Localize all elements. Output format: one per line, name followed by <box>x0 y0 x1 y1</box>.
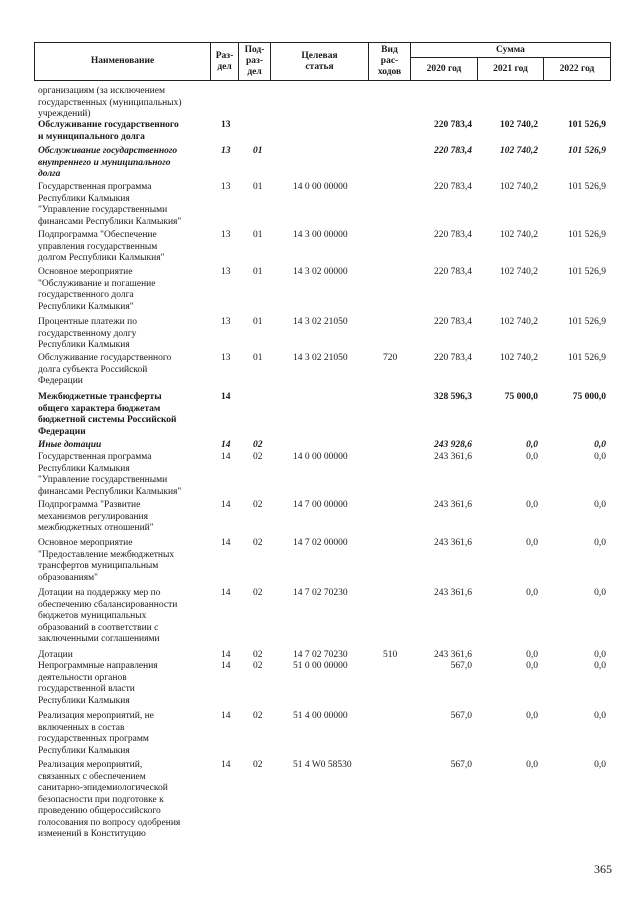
row-sum-2020: 220 783,4 <box>434 182 472 192</box>
row-name: Иные дотации <box>38 440 102 450</box>
row-target-article: 14 3 02 21050 <box>293 317 348 327</box>
row-sum-2022: 101 526,9 <box>568 353 606 363</box>
row-name: Обслуживание государственного долга субъекта Российской Федерации <box>38 353 172 386</box>
header-target-article: Целевая статья <box>271 43 369 80</box>
row-sum-2020: 220 783,4 <box>434 120 472 130</box>
row-sum-2020: 243 361,6 <box>434 538 472 548</box>
row-sum-2020: 220 783,4 <box>434 230 472 240</box>
row-sum-2021: 102 740,2 <box>500 267 538 277</box>
row-sum-2020: 243 361,6 <box>434 650 472 660</box>
row-target-article: 51 4 W0 58530 <box>293 760 352 770</box>
row-razdel: 14 <box>221 440 231 450</box>
row-podrazdel: 02 <box>253 711 263 721</box>
row-name: Процентные платежи по государственному долгу Республики Калмыкия <box>38 317 137 350</box>
row-name: Обслуживание государственного и муниципального долга <box>38 120 179 142</box>
row-name: Подпрограмма "Развитие механизмов регулирования межбюджетных отношений" <box>38 500 154 533</box>
row-target-article: 14 3 02 00000 <box>293 267 348 277</box>
row-podrazdel: 02 <box>253 650 263 660</box>
row-podrazdel: 01 <box>253 182 263 192</box>
row-sum-2020: 243 361,6 <box>434 500 472 510</box>
row-sum-2020: 220 783,4 <box>434 267 472 277</box>
row-sum-2022: 101 526,9 <box>568 120 606 130</box>
row-sum-2022: 0,0 <box>594 500 606 510</box>
row-razdel: 14 <box>221 760 231 770</box>
header-expense-type: Вид рас- ходов <box>369 43 411 80</box>
row-name: Подпрограмма "Обеспечение управления государственным долгом Республики Калмыкия" <box>38 230 165 263</box>
row-sum-2021: 0,0 <box>526 440 538 450</box>
row-sum-2020: 243 928,6 <box>434 440 472 450</box>
header-sum: Сумма <box>411 43 610 58</box>
row-sum-2021: 102 740,2 <box>500 182 538 192</box>
row-name: Государственная программа Республики Калмыкия "Управление государственными финансами Республики Калмыкия" <box>38 452 182 497</box>
row-sum-2021: 0,0 <box>526 500 538 510</box>
row-sum-2022: 0,0 <box>594 760 606 770</box>
row-podrazdel: 02 <box>253 500 263 510</box>
row-podrazdel: 02 <box>253 661 263 671</box>
row-sum-2020: 567,0 <box>450 661 472 671</box>
row-target-article: 14 7 00 00000 <box>293 500 348 510</box>
table-header <box>34 42 611 81</box>
row-sum-2020: 220 783,4 <box>434 353 472 363</box>
row-sum-2021: 102 740,2 <box>500 230 538 240</box>
header-year-2022: 2022 год <box>559 63 595 74</box>
row-razdel: 13 <box>221 353 231 363</box>
row-name: Реализация мероприятий, не включенных в состав государственных программ Республики Калмыкия <box>38 711 154 756</box>
row-podrazdel: 02 <box>253 440 263 450</box>
row-target-article: 14 3 02 21050 <box>293 353 348 363</box>
header-podrazdel: Под- раз- дел <box>239 43 271 80</box>
row-sum-2020: 567,0 <box>450 711 472 721</box>
row-name: Дотации <box>38 650 73 660</box>
header-year-2020: 2020 год <box>411 57 478 80</box>
row-sum-2021: 0,0 <box>526 711 538 721</box>
row-sum-2022: 0,0 <box>594 661 606 671</box>
row-podrazdel: 01 <box>253 317 263 327</box>
row-podrazdel: 02 <box>253 760 263 770</box>
row-razdel: 14 <box>221 711 231 721</box>
row-sum-2021: 102 740,2 <box>500 120 538 130</box>
row-razdel: 14 <box>221 661 231 671</box>
row-podrazdel: 01 <box>253 267 263 277</box>
row-name: Межбюджетные трансферты общего характера бюджетам бюджетной системы Российской Федерации <box>38 392 177 437</box>
row-sum-2022: 0,0 <box>594 538 606 548</box>
row-sum-2022: 101 526,9 <box>568 230 606 240</box>
row-sum-2022: 101 526,9 <box>568 146 606 156</box>
page-number: 365 <box>594 862 612 876</box>
row-razdel: 13 <box>221 120 231 130</box>
row-razdel: 14 <box>221 588 231 598</box>
row-sum-2022: 101 526,9 <box>568 182 606 192</box>
row-name: Государственная программа Республики Калмыкия "Управление государственными финансами Республики Калмыкия" <box>38 182 182 227</box>
header-razdel: Раз- дел <box>211 43 239 80</box>
row-razdel: 14 <box>221 452 231 462</box>
row-sum-2020: 328 596,3 <box>434 392 472 402</box>
row-sum-2022: 101 526,9 <box>568 317 606 327</box>
row-name: Основное мероприятие "Обслуживание и погашение государственного долга Республики Калмыкия" <box>38 267 156 312</box>
row-sum-2021: 0,0 <box>526 661 538 671</box>
row-podrazdel: 02 <box>253 588 263 598</box>
row-target-article: 14 0 00 00000 <box>293 182 348 192</box>
row-sum-2021: 0,0 <box>526 588 538 598</box>
row-sum-2021: 102 740,2 <box>500 317 538 327</box>
row-razdel: 14 <box>221 500 231 510</box>
row-sum-2022: 0,0 <box>594 440 606 450</box>
row-podrazdel: 01 <box>253 230 263 240</box>
row-podrazdel: 02 <box>253 538 263 548</box>
row-sum-2020: 567,0 <box>450 760 472 770</box>
row-target-article: 14 7 02 70230 <box>293 588 348 598</box>
row-razdel: 14 <box>221 392 231 402</box>
row-razdel: 13 <box>221 146 231 156</box>
row-name: Реализация мероприятий, связанных с обеспечением санитарно-эпидемиологической безопасности при подготовке к проведению общероссийского голосования по вопросу одобрения изменений в Конституцию <box>38 760 181 839</box>
row-sum-2020: 243 361,6 <box>434 588 472 598</box>
row-sum-2021: 102 740,2 <box>500 353 538 363</box>
row-target-article: 14 7 02 00000 <box>293 538 348 548</box>
row-target-article: 14 3 00 00000 <box>293 230 348 240</box>
row-name: Дотации на поддержку мер по обеспечению сбалансированности бюджетов муниципальных образований в соответствии с заключенными соглашениями <box>38 588 178 644</box>
header-year-2021: 2021 год <box>478 57 544 80</box>
row-name: Обслуживание государственного внутреннего и муниципального долга <box>38 146 178 179</box>
row-podrazdel: 02 <box>253 452 263 462</box>
row-razdel: 13 <box>221 267 231 277</box>
row-name: Непрограммные направления деятельности органов государственной власти Республики Калмыкия <box>38 661 158 706</box>
row-razdel: 14 <box>221 538 231 548</box>
row-name: Основное мероприятие "Предоставление межбюджетных трансфертов муниципальным образованиям" <box>38 538 175 583</box>
row-target-article: 51 4 00 00000 <box>293 711 348 721</box>
row-podrazdel: 01 <box>253 146 263 156</box>
row-sum-2021: 75 000,0 <box>504 392 538 402</box>
row-sum-2021: 0,0 <box>526 538 538 548</box>
row-sum-2020: 220 783,4 <box>434 146 472 156</box>
row-sum-2021: 0,0 <box>526 452 538 462</box>
row-target-article: 14 0 00 00000 <box>293 452 348 462</box>
row-sum-2022: 101 526,9 <box>568 267 606 277</box>
row-sum-2021: 0,0 <box>526 760 538 770</box>
row-razdel: 14 <box>221 650 231 660</box>
row-name: организациям (за исключением государственных (муниципальных) учреждений) <box>38 86 182 119</box>
row-sum-2020: 243 361,6 <box>434 452 472 462</box>
row-razdel: 13 <box>221 182 231 192</box>
row-sum-2022: 0,0 <box>594 650 606 660</box>
row-razdel: 13 <box>221 317 231 327</box>
row-sum-2022: 0,0 <box>594 711 606 721</box>
row-razdel: 13 <box>221 230 231 240</box>
row-target-article: 51 0 00 00000 <box>293 661 348 671</box>
row-sum-2022: 0,0 <box>594 452 606 462</box>
row-sum-2021: 102 740,2 <box>500 146 538 156</box>
header-name: Наименование <box>35 43 211 80</box>
row-expense-type: 510 <box>383 650 398 660</box>
row-sum-2020: 220 783,4 <box>434 317 472 327</box>
row-target-article: 14 7 02 70230 <box>293 650 348 660</box>
row-expense-type: 720 <box>383 353 398 363</box>
row-sum-2022: 0,0 <box>594 588 606 598</box>
row-podrazdel: 01 <box>253 353 263 363</box>
row-sum-2021: 0,0 <box>526 650 538 660</box>
row-sum-2022: 75 000,0 <box>572 392 606 402</box>
